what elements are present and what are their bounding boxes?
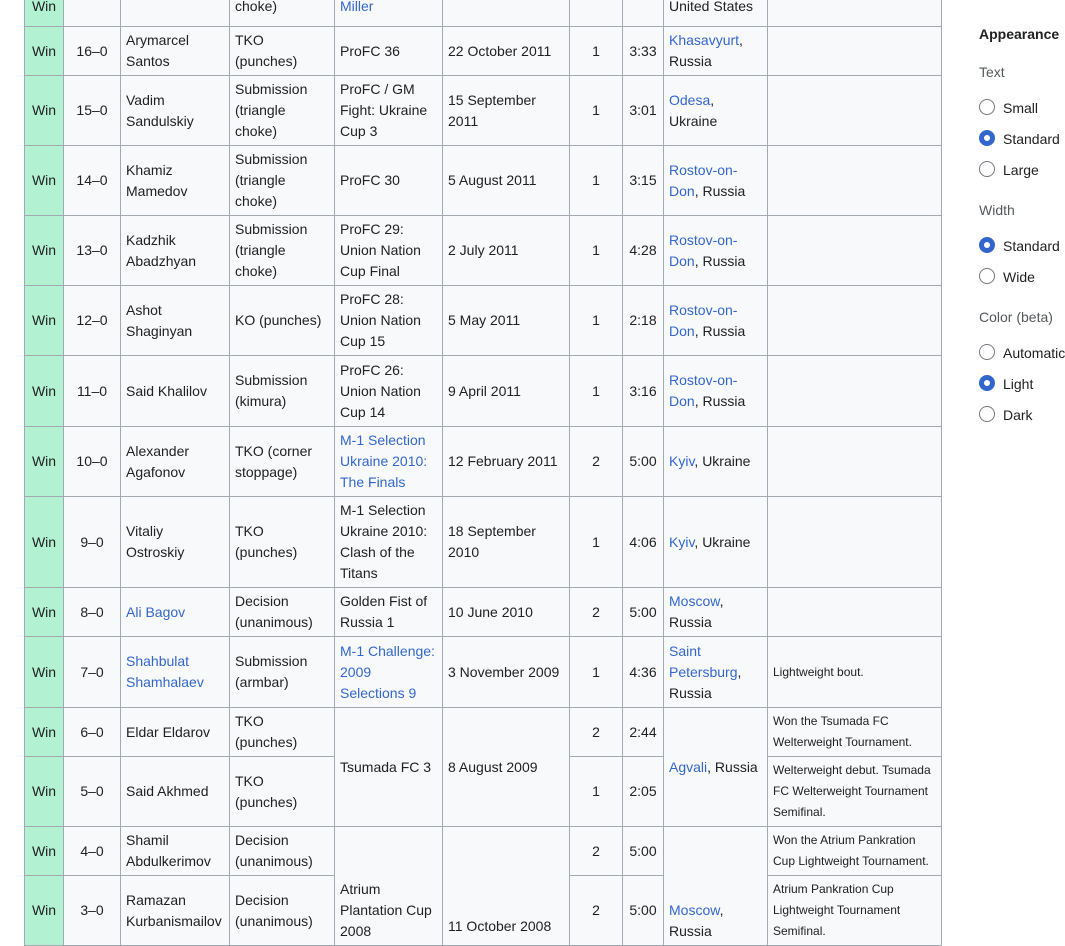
location-cell [664, 427, 768, 497]
round-cell [570, 0, 623, 27]
table-row [25, 708, 942, 757]
location-link[interactable]: Rostov-on-Don [669, 231, 738, 269]
location-cell [664, 76, 768, 146]
opponent-cell: Kadzhik Abadzhyan [121, 216, 230, 286]
record-cell: 10–0 [64, 427, 121, 497]
time-cell: 4:28 [623, 216, 664, 286]
record-cell: 3–0 [64, 876, 121, 946]
opponent-cell: Ramazan Kurbanismailov [121, 876, 230, 946]
location-cell [664, 146, 768, 216]
opponent-cell [121, 637, 230, 708]
result-cell: Win [25, 637, 64, 708]
opponent-cell: Alexander Agafonov [121, 427, 230, 497]
notes-cell: Won the Tsumada FC Welterweight Tournament. [768, 708, 942, 757]
event-cell: ProFC / GM Fight: Ukraine Cup 3 [335, 76, 443, 146]
round-cell: 1 [570, 216, 623, 286]
location-country: , Russia [669, 32, 743, 69]
method-cell: TKO (punches) [230, 708, 335, 757]
opponent-cell: Vadim Sandulskiy [121, 76, 230, 146]
notes-cell [768, 286, 942, 356]
date-cell: 12 February 2011 [443, 427, 570, 497]
method-cell: TKO (corner stoppage) [230, 427, 335, 497]
opponent-cell: Said Khalilov [121, 356, 230, 427]
notes-cell [768, 588, 942, 637]
result-cell: Win [25, 588, 64, 637]
opponent-link[interactable]: Ali Bagov [126, 603, 186, 620]
method-cell: TKO (punches) [230, 757, 335, 827]
time-cell: 4:06 [623, 497, 664, 588]
table-row [25, 356, 942, 427]
table-row [25, 827, 942, 876]
result-cell: Win [25, 427, 64, 497]
location-link[interactable]: Rostov-on-Don [669, 372, 738, 409]
location-cell [664, 637, 768, 708]
location-cell [664, 356, 768, 427]
fight-record-table [24, 0, 942, 946]
time-cell: 3:15 [623, 146, 664, 216]
location-country: , Russia [694, 322, 746, 339]
radio-unchecked-icon [979, 268, 995, 284]
table-row [25, 637, 942, 708]
round-cell: 1 [570, 637, 623, 708]
location-cell [664, 497, 768, 588]
round-cell: 2 [570, 427, 623, 497]
location-link[interactable]: Moscow [669, 902, 720, 918]
round-cell: 1 [570, 497, 623, 588]
date-cell: 2 July 2011 [443, 216, 570, 286]
result-cell: Win [25, 356, 64, 427]
time-cell: 3:33 [623, 27, 664, 76]
event-cell: ProFC 36 [335, 27, 443, 76]
result-cell: Win [25, 827, 64, 876]
result-cell: Win [25, 708, 64, 757]
round-cell: 1 [570, 757, 623, 827]
table-row [25, 216, 942, 286]
location-link[interactable]: Kyiv [669, 533, 695, 550]
location-link[interactable]: Khasavyurt [669, 32, 740, 48]
appearance-title: Appearance [979, 26, 1060, 42]
location-link[interactable]: Kyiv [669, 453, 695, 469]
location-country: , Russia [669, 663, 742, 701]
time-cell: 5:00 [623, 427, 664, 497]
location-country: , Ukraine [669, 91, 718, 129]
event-link[interactable]: M-1 Selection Ukraine 2010: The Finals [340, 432, 428, 490]
result-cell: Win [25, 757, 64, 827]
result-cell: Win [25, 286, 64, 356]
width-label: Width [979, 202, 1015, 218]
fight-record-table-wrap [24, 0, 942, 946]
location-country: , Russia [694, 252, 746, 269]
date-cell: 22 October 2011 [443, 27, 570, 76]
time-cell: 3:16 [623, 356, 664, 427]
table-row [25, 427, 942, 497]
event-cell: ProFC 26: Union Nation Cup 14 [335, 356, 443, 427]
notes-cell [768, 27, 942, 76]
opponent-cell: Shamil Abdulkerimov [121, 827, 230, 876]
record-cell: 7–0 [64, 637, 121, 708]
method-cell: Decision (unanimous) [230, 827, 335, 876]
round-cell: 1 [570, 146, 623, 216]
notes-cell [768, 497, 942, 588]
date-cell [443, 0, 570, 27]
time-cell: 5:00 [623, 876, 664, 946]
record-cell: 9–0 [64, 497, 121, 588]
location-country: , Ukraine [694, 453, 751, 469]
location-link[interactable]: Rostov-on-Don [669, 161, 738, 199]
opponent-cell: Said Akhmed [121, 757, 230, 827]
date-cell: 18 September 2010 [443, 497, 570, 588]
method-cell: TKO (punches) [230, 497, 335, 588]
event-link[interactable]: M-1 Challenge: 2009 Selections 9 [340, 642, 435, 701]
notes-cell [768, 0, 942, 27]
time-cell: 2:05 [623, 757, 664, 827]
opponent-cell: Ashot Shaginyan [121, 286, 230, 356]
date-cell: 3 November 2009 [443, 637, 570, 708]
location-country: , Russia [669, 902, 724, 939]
record-cell [64, 0, 121, 27]
time-cell: 5:00 [623, 588, 664, 637]
color-label: Color (beta) [979, 309, 1053, 325]
table-row [25, 0, 942, 27]
round-cell: 2 [570, 827, 623, 876]
date-cell: 15 September 2011 [443, 76, 570, 146]
result-cell: Win [25, 146, 64, 216]
notes-cell: Lightweight bout. [768, 637, 942, 708]
round-cell: 1 [570, 286, 623, 356]
notes-cell [768, 146, 942, 216]
record-cell: 12–0 [64, 286, 121, 356]
location-link[interactable]: Moscow [669, 593, 720, 609]
location-link[interactable]: Odesa [669, 91, 711, 108]
round-cell: 1 [570, 76, 623, 146]
location-link[interactable]: Saint Petersburg [669, 642, 738, 680]
result-cell: Win [25, 27, 64, 76]
location-cell [664, 27, 768, 76]
table-row [25, 146, 942, 216]
method-cell: Submission (armbar) [230, 637, 335, 708]
notes-cell [768, 76, 942, 146]
location-cell [664, 827, 768, 946]
time-cell: 3:01 [623, 76, 664, 146]
location-country: , Russia [707, 758, 758, 775]
result-cell: Win [25, 497, 64, 588]
radio-checked-icon [979, 130, 995, 146]
location-cell [664, 216, 768, 286]
round-cell: 2 [570, 708, 623, 757]
notes-cell [768, 216, 942, 286]
opponent-cell: Arymarcel Santos [121, 27, 230, 76]
text-size-label: Text [979, 64, 1005, 80]
round-cell: 2 [570, 588, 623, 637]
radio-unchecked-icon [979, 161, 995, 177]
record-cell: 15–0 [64, 76, 121, 146]
method-cell: Submission (triangle choke) [230, 76, 335, 146]
event-cell: M-1 Selection Ukraine 2010: Clash of the Titans [335, 497, 443, 588]
date-cell: 5 August 2011 [443, 146, 570, 216]
table-row [25, 27, 942, 76]
opponent-cell: Khamiz Mamedov [121, 146, 230, 216]
time-cell [623, 0, 664, 27]
opponent-cell: Vitaliy Ostroskiy [121, 497, 230, 588]
location-country: , Russia [694, 393, 746, 409]
method-cell: Decision (unanimous) [230, 876, 335, 946]
date-cell: 5 May 2011 [443, 286, 570, 356]
radio-checked-icon [979, 375, 995, 391]
notes-cell: Welterweight debut. Tsumada FC Welterweight Tournament Semifinal. [768, 757, 942, 827]
notes-cell [768, 356, 942, 427]
location-cell [664, 708, 768, 827]
method-cell: Submission (triangle choke) [230, 146, 335, 216]
date-cell: 11 October 2008 [443, 827, 570, 946]
record-cell: 11–0 [64, 356, 121, 427]
opponent-cell [121, 0, 230, 27]
table-row [25, 286, 942, 356]
method-cell: KO (punches) [230, 286, 335, 356]
result-cell: Win [25, 876, 64, 946]
location-cell [664, 588, 768, 637]
result-cell: Win [25, 216, 64, 286]
table-row [25, 588, 942, 637]
table-row [25, 76, 942, 146]
time-cell: 2:18 [623, 286, 664, 356]
record-cell: 8–0 [64, 588, 121, 637]
record-cell: 5–0 [64, 757, 121, 827]
opponent-cell: Eldar Eldarov [121, 708, 230, 757]
location-country: , Ukraine [694, 533, 751, 550]
radio-unchecked-icon [979, 406, 995, 422]
result-cell: Win [25, 0, 64, 27]
location-country: , Russia [694, 182, 746, 199]
event-cell: Tsumada FC 3 [335, 708, 443, 827]
method-cell: TKO (punches) [230, 27, 335, 76]
method-cell: Submission (kimura) [230, 356, 335, 427]
location-link[interactable]: Rostov-on-Don [669, 301, 738, 339]
location-cell: United States [664, 0, 768, 27]
time-cell: 5:00 [623, 827, 664, 876]
event-link[interactable]: Miller [340, 0, 374, 14]
record-cell: 14–0 [64, 146, 121, 216]
date-cell: 8 August 2009 [443, 708, 570, 827]
result-cell: Win [25, 76, 64, 146]
notes-cell: Atrium Pankration Cup Lightweight Tournament Semifinal. [768, 876, 942, 946]
opponent-cell [121, 588, 230, 637]
round-cell: 2 [570, 876, 623, 946]
location-cell [664, 286, 768, 356]
round-cell: 1 [570, 356, 623, 427]
round-cell: 1 [570, 27, 623, 76]
record-cell: 16–0 [64, 27, 121, 76]
event-cell [335, 0, 443, 27]
event-cell [335, 427, 443, 497]
event-cell: ProFC 29: Union Nation Cup Final [335, 216, 443, 286]
record-cell: 13–0 [64, 216, 121, 286]
event-cell: Atrium Plantation Cup 2008 [335, 827, 443, 946]
radio-unchecked-icon [979, 344, 995, 360]
radio-checked-icon [979, 237, 995, 253]
notes-cell: Won the Atrium Pankration Cup Lightweight Tournament. [768, 827, 942, 876]
opponent-link[interactable]: Shahbulat Shamhalaev [126, 653, 204, 690]
date-cell: 9 April 2011 [443, 356, 570, 427]
time-cell: 4:36 [623, 637, 664, 708]
notes-cell [768, 427, 942, 497]
record-cell: 6–0 [64, 708, 121, 757]
method-cell: choke) [230, 0, 335, 27]
time-cell: 2:44 [623, 708, 664, 757]
event-cell: ProFC 28: Union Nation Cup 15 [335, 286, 443, 356]
location-link[interactable]: Agvali [669, 758, 708, 775]
radio-unchecked-icon [979, 99, 995, 115]
method-cell: Submission (triangle choke) [230, 216, 335, 286]
event-cell [335, 637, 443, 708]
date-cell: 10 June 2010 [443, 588, 570, 637]
record-cell: 4–0 [64, 827, 121, 876]
table-row [25, 497, 942, 588]
method-cell: Decision (unanimous) [230, 588, 335, 637]
event-cell: ProFC 30 [335, 146, 443, 216]
event-cell: Golden Fist of Russia 1 [335, 588, 443, 637]
location-country: , Russia [669, 593, 724, 630]
